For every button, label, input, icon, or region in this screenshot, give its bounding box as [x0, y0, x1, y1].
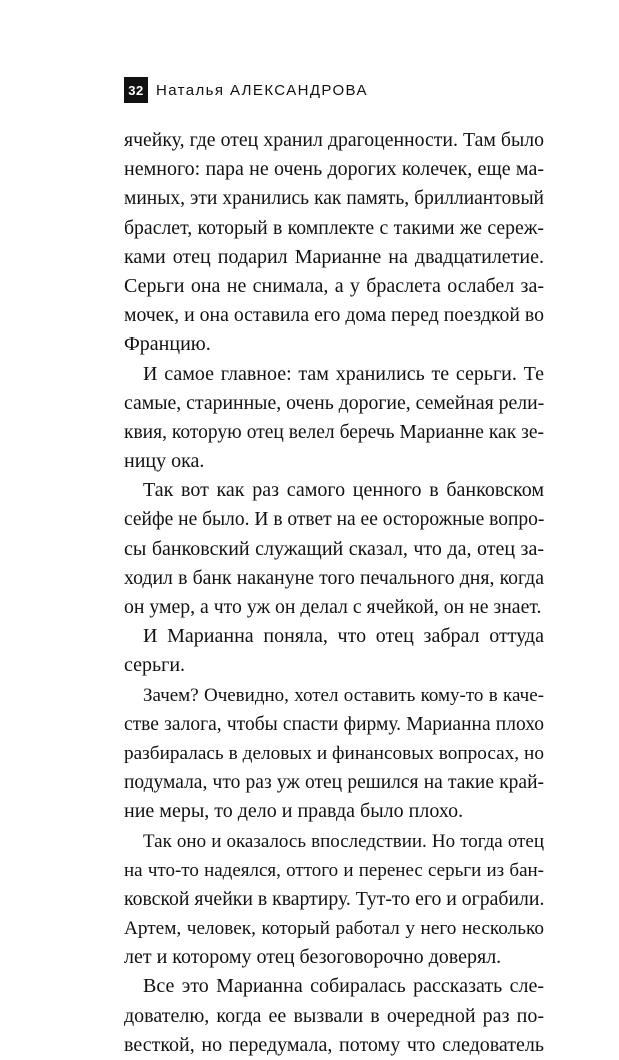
text-line: на что-то надеялся, оттого и перенес серьги из бан- — [124, 859, 544, 881]
text-line: Так оно и оказалось впоследствии. Но тогда отец — [143, 830, 544, 852]
text-line: он умер, а что уж он делал с ячейкой, он не знает. — [124, 596, 542, 618]
text-line: И Марианна поняла, что отец забрал оттуда — [143, 625, 544, 648]
text-line: ячейку, где отец хранил драгоценности. Там было — [124, 129, 544, 151]
text-line: Все это Марианна собиралась рассказать сле- — [143, 975, 544, 998]
text-line: сы банковский служащий сказал, что да, отец за- — [124, 537, 544, 560]
text-line: Зачем? Очевидно, хотел оставить кому-то в каче- — [143, 684, 544, 706]
text-line: миных, эти хранились как память, бриллиантовый — [124, 188, 544, 210]
text-line: мочек, и она оставила его дома перед поездкой во — [124, 304, 544, 327]
text-line: самые, старинные, очень дорогие, семейная рели- — [124, 391, 545, 414]
text-line: весткой, но передумала, потому что следователь — [124, 1033, 544, 1056]
text-line: Францию. — [124, 333, 211, 356]
author-name: Наталья АЛЕКСАНДРОВА — [156, 81, 368, 99]
text-line: серьги. — [124, 654, 186, 677]
text-line: квия, которую отец велел беречь Марианне как зе- — [124, 421, 544, 443]
text-line: ками отец подарил Марианне на двадцатилетие. — [124, 245, 544, 268]
text-line: стве залога, чтобы спасти фирму. Марианна плохо — [124, 713, 544, 735]
page-number: 32 — [124, 77, 148, 103]
body-text — [124, 126, 544, 1060]
text-line: Так вот как раз самого ценного в банковском — [143, 479, 544, 502]
text-line: подумала, что раз уж отец решился на такие край- — [124, 772, 544, 794]
text-line: дователю, когда ее вызвали в очередной раз по- — [124, 1004, 544, 1027]
text-line: браслет, который в комплекте с такими же сереж- — [124, 216, 544, 239]
text-line: ницу ока. — [124, 450, 205, 473]
text-line: Артем, человек, который работал у него несколько — [124, 918, 544, 940]
running-header — [124, 77, 368, 103]
text-line: Серьги она не снимала, а у браслета ослабел за- — [124, 274, 544, 297]
text-line: ние меры, то дело и правда было плохо. — [124, 800, 464, 823]
text-line: И самое главное: там хранились те серьги. Те — [143, 362, 544, 385]
text-line: ходил в банк накануне того печального дня, когда — [124, 566, 544, 589]
text-line: ковской ячейки в квартиру. Тут-то его и ограбили. — [124, 887, 545, 910]
text-line: сейфе не было. И в ответ на ее осторожные вопро- — [124, 509, 545, 531]
text-line: лет и которому отец безоговорочно доверял. — [124, 946, 502, 969]
text-line: немного: пара не очень дорогих колечек, еще ма- — [124, 158, 544, 181]
text-line: разбиралась в деловых и финансовых вопросах, но — [124, 742, 544, 764]
